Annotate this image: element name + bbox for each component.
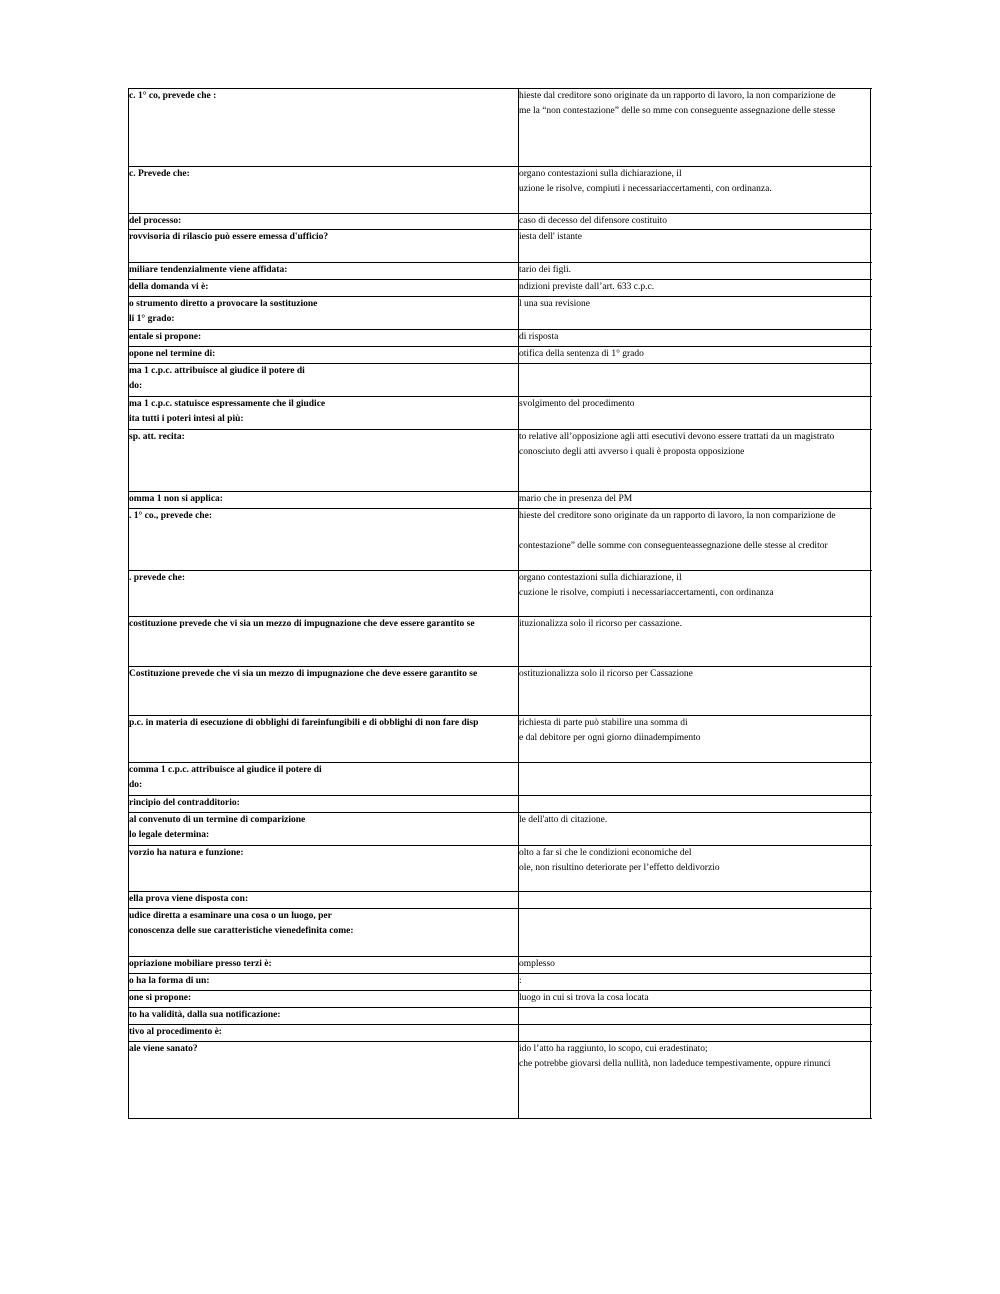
question-text: rovvisoria di rilascio può essere emessa d'ufficio? bbox=[129, 232, 329, 242]
answer-cell bbox=[519, 1008, 871, 1024]
answer-text: ole, non risultino deteriorate per l’effetto deldivorzio bbox=[519, 863, 720, 873]
answer-text: organo contestazioni sulla dichiarazione, il bbox=[519, 169, 682, 179]
question-cell bbox=[129, 167, 519, 213]
table-row bbox=[129, 909, 872, 957]
question-text: comma 1 c.p.c. attribuisce al giudice il potere di bbox=[129, 765, 322, 775]
answer-text: ndizioni previste dall’art. 633 c.p.c. bbox=[519, 282, 655, 292]
answer-cell bbox=[519, 167, 871, 213]
table-row bbox=[129, 297, 872, 330]
answer-text bbox=[519, 892, 870, 907]
question-cell bbox=[129, 892, 519, 908]
answer-cell bbox=[519, 330, 871, 346]
question-text: ella prova viene disposta con: bbox=[129, 894, 249, 904]
answer-text: ostituzionalizza solo il ricorso per Cassazione bbox=[519, 669, 693, 679]
answer-text: cuzione le risolve, compiuti i necessariaccertamenti, con ordinanza bbox=[519, 588, 774, 598]
table-row bbox=[129, 667, 872, 716]
table-row bbox=[129, 813, 872, 846]
table-row bbox=[129, 1025, 872, 1042]
question-text: ma 1 c.p.c. statuisce espressamente che il giudice bbox=[129, 399, 326, 409]
question-text: ale viene sanato? bbox=[129, 1044, 198, 1054]
question-cell bbox=[129, 796, 519, 812]
question-text: to ha validità, dalla sua notificazione: bbox=[129, 1010, 281, 1020]
question-cell bbox=[129, 89, 519, 166]
question-text: conoscenza delle sue caratteristiche vienedefinita come: bbox=[129, 926, 354, 936]
answer-text: omplesso bbox=[519, 959, 555, 969]
question-cell bbox=[129, 763, 519, 795]
question-cell bbox=[129, 263, 519, 279]
answer-text bbox=[519, 364, 870, 379]
answer-text: di risposta bbox=[519, 332, 559, 342]
answer-text: le dell'atto di citazione. bbox=[519, 815, 608, 825]
question-text: o strumento diretto a provocare la sostituzione bbox=[129, 299, 318, 309]
question-text: p.c. in materia di esecuzione di obblighi di fareinfungibili e di obblighi di non fare disp bbox=[129, 718, 479, 728]
question-text: omma 1 non si applica: bbox=[129, 494, 223, 504]
answer-text: organo contestazioni sulla dichiarazione, il bbox=[519, 573, 682, 583]
answer-text: iesta dell' istante bbox=[519, 232, 582, 242]
answer-text: me la “non contestazione” delle so mme con conseguente assegnazione delle stesse bbox=[519, 106, 836, 116]
answer-text bbox=[519, 1025, 870, 1040]
table-row bbox=[129, 430, 872, 492]
question-text: c. Prevede che: bbox=[129, 169, 190, 179]
question-cell bbox=[129, 347, 519, 363]
question-cell bbox=[129, 846, 519, 891]
answer-cell bbox=[519, 347, 871, 363]
question-text: o ha la forma di un: bbox=[129, 976, 210, 986]
answer-cell bbox=[519, 796, 871, 812]
answer-text bbox=[519, 909, 870, 924]
table-row bbox=[129, 89, 872, 167]
question-text: . prevede che: bbox=[129, 573, 186, 583]
question-cell bbox=[129, 214, 519, 229]
answer-text bbox=[519, 1008, 870, 1023]
table-row bbox=[129, 509, 872, 571]
question-text: miliare tendenzialmente viene affidata: bbox=[129, 265, 288, 275]
table-row bbox=[129, 1008, 872, 1025]
answer-cell bbox=[519, 430, 871, 491]
question-cell bbox=[129, 957, 519, 973]
question-cell bbox=[129, 667, 519, 715]
question-cell bbox=[129, 330, 519, 346]
table-row bbox=[129, 214, 872, 230]
question-cell bbox=[129, 230, 519, 262]
answer-cell bbox=[519, 214, 871, 229]
question-cell bbox=[129, 1008, 519, 1024]
question-text: vorzio ha natura e funzione: bbox=[129, 848, 244, 858]
answer-text: svolgimento del procedimento bbox=[519, 399, 635, 409]
table-row bbox=[129, 991, 872, 1008]
answer-text bbox=[519, 796, 870, 811]
answer-cell bbox=[519, 909, 871, 956]
answer-cell bbox=[519, 509, 871, 570]
answer-cell bbox=[519, 89, 871, 166]
answer-text: richiesta di parte può stabilire una somma di bbox=[519, 718, 688, 728]
table-row bbox=[129, 892, 872, 909]
question-cell bbox=[129, 280, 519, 296]
answer-cell bbox=[519, 716, 871, 762]
answer-text: : bbox=[519, 976, 522, 986]
table-row bbox=[129, 617, 872, 667]
answer-cell bbox=[519, 974, 871, 990]
answer-text: tario dei figli. bbox=[519, 265, 571, 275]
answer-cell bbox=[519, 1025, 871, 1041]
answer-text: l una sua revisione bbox=[519, 299, 590, 309]
question-text: Costituzione prevede che vi sia un mezzo di impugnazione che deve essere garantito se bbox=[129, 669, 478, 679]
table-row bbox=[129, 263, 872, 280]
answer-cell bbox=[519, 397, 871, 429]
table-row bbox=[129, 330, 872, 347]
question-cell bbox=[129, 813, 519, 845]
question-text: entale si propone: bbox=[129, 332, 202, 342]
question-text: del processo: bbox=[129, 216, 182, 226]
table-row bbox=[129, 763, 872, 796]
question-cell bbox=[129, 430, 519, 491]
question-cell bbox=[129, 397, 519, 429]
table-row bbox=[129, 957, 872, 974]
quiz-table bbox=[128, 88, 872, 1119]
question-text: c. 1° co, prevede che : bbox=[129, 91, 217, 101]
question-text: rincipio del contradditorio: bbox=[129, 798, 240, 808]
answer-cell bbox=[519, 1042, 871, 1118]
answer-cell bbox=[519, 364, 871, 396]
question-text: opriazione mobiliare presso terzi è: bbox=[129, 959, 272, 969]
question-cell bbox=[129, 974, 519, 990]
answer-cell bbox=[519, 492, 871, 508]
answer-text: che potrebbe giovarsi della nullità, non ladeduce tempestivamente, oppure rinunci bbox=[519, 1059, 831, 1069]
question-text: costituzione prevede che vi sia un mezzo di impugnazione che deve essere garantito se bbox=[129, 619, 475, 629]
answer-text: e dal debitore per ogni giorno diinadempimento bbox=[519, 733, 701, 743]
answer-text: mario che in presenza del PM bbox=[519, 494, 633, 504]
table-row bbox=[129, 492, 872, 509]
question-cell bbox=[129, 571, 519, 616]
question-cell bbox=[129, 716, 519, 762]
answer-cell bbox=[519, 991, 871, 1007]
question-cell bbox=[129, 1042, 519, 1118]
question-cell bbox=[129, 617, 519, 666]
question-text: lo legale determina: bbox=[129, 830, 210, 840]
answer-text: hieste dal creditore sono originate da un rapporto di lavoro, la non comparizione de bbox=[519, 91, 836, 101]
answer-text: otifica della sentenza di 1° grado bbox=[519, 349, 644, 359]
table-row bbox=[129, 571, 872, 617]
table-row bbox=[129, 280, 872, 297]
answer-text bbox=[519, 763, 870, 778]
table-row bbox=[129, 796, 872, 813]
question-cell bbox=[129, 492, 519, 508]
question-cell bbox=[129, 297, 519, 329]
answer-cell bbox=[519, 263, 871, 279]
table-row bbox=[129, 364, 872, 397]
question-text: ma 1 c.p.c. attribuisce al giudice il potere di bbox=[129, 366, 305, 376]
answer-cell bbox=[519, 892, 871, 908]
question-text: do: bbox=[129, 381, 143, 391]
answer-cell bbox=[519, 667, 871, 715]
answer-text: uzione le risolve, compiuti i necessariaccertamenti, con ordinanza. bbox=[519, 184, 772, 194]
answer-cell bbox=[519, 617, 871, 666]
answer-cell bbox=[519, 957, 871, 973]
question-text: al convenuto di un termine di comparizione bbox=[129, 815, 306, 825]
answer-text: contestazione” delle somme con conseguenteassegnazione delle stesse al creditor bbox=[519, 541, 828, 551]
answer-text: ituzionalizza solo il ricorso per cassazione. bbox=[519, 619, 683, 629]
table-row bbox=[129, 397, 872, 430]
table-row bbox=[129, 230, 872, 263]
question-cell bbox=[129, 1025, 519, 1041]
table-row bbox=[129, 846, 872, 892]
answer-cell bbox=[519, 846, 871, 891]
answer-text: to relative all’opposizione agli atti esecutivi devono essere trattati da un magistrato bbox=[519, 432, 835, 442]
answer-cell bbox=[519, 571, 871, 616]
question-cell bbox=[129, 509, 519, 570]
question-text: della domanda vi è: bbox=[129, 282, 209, 292]
answer-text: ido l’atto ha raggiunto, lo scopo, cui eradestinato; bbox=[519, 1044, 708, 1054]
question-cell bbox=[129, 364, 519, 396]
answer-text bbox=[519, 524, 870, 539]
question-text: opone nel termine di: bbox=[129, 349, 216, 359]
answer-text: olto a far sì che le condizioni economiche del bbox=[519, 848, 692, 858]
question-text: tivo al procedimento è: bbox=[129, 1027, 222, 1037]
question-cell bbox=[129, 991, 519, 1007]
answer-cell bbox=[519, 763, 871, 795]
question-text: li 1° grado: bbox=[129, 314, 175, 324]
question-text: udice diretta a esaminare una cosa o un luogo, per bbox=[129, 911, 332, 921]
question-text: sp. att. recita: bbox=[129, 432, 185, 442]
answer-text: caso di decesso del difensore costituito bbox=[519, 216, 668, 226]
table-row bbox=[129, 347, 872, 364]
answer-text: luogo in cui si trova la cosa locata bbox=[519, 993, 649, 1003]
question-cell bbox=[129, 909, 519, 956]
question-text: one si propone: bbox=[129, 993, 192, 1003]
answer-cell bbox=[519, 230, 871, 262]
question-text: . 1° co., prevede che: bbox=[129, 511, 213, 521]
table-row bbox=[129, 167, 872, 214]
table-row bbox=[129, 1042, 872, 1119]
table-row bbox=[129, 716, 872, 763]
question-text: do: bbox=[129, 780, 143, 790]
answer-cell bbox=[519, 813, 871, 845]
table-row bbox=[129, 974, 872, 991]
answer-text: conosciuto degli atti avverso i quali è proposta opposizione bbox=[519, 447, 745, 457]
answer-cell bbox=[519, 280, 871, 296]
answer-cell bbox=[519, 297, 871, 329]
question-text: ita tutti i poteri intesi al più: bbox=[129, 414, 244, 424]
answer-text: hieste del creditore sono originate da un rapporto di lavoro, la non comparizione de bbox=[519, 511, 836, 521]
